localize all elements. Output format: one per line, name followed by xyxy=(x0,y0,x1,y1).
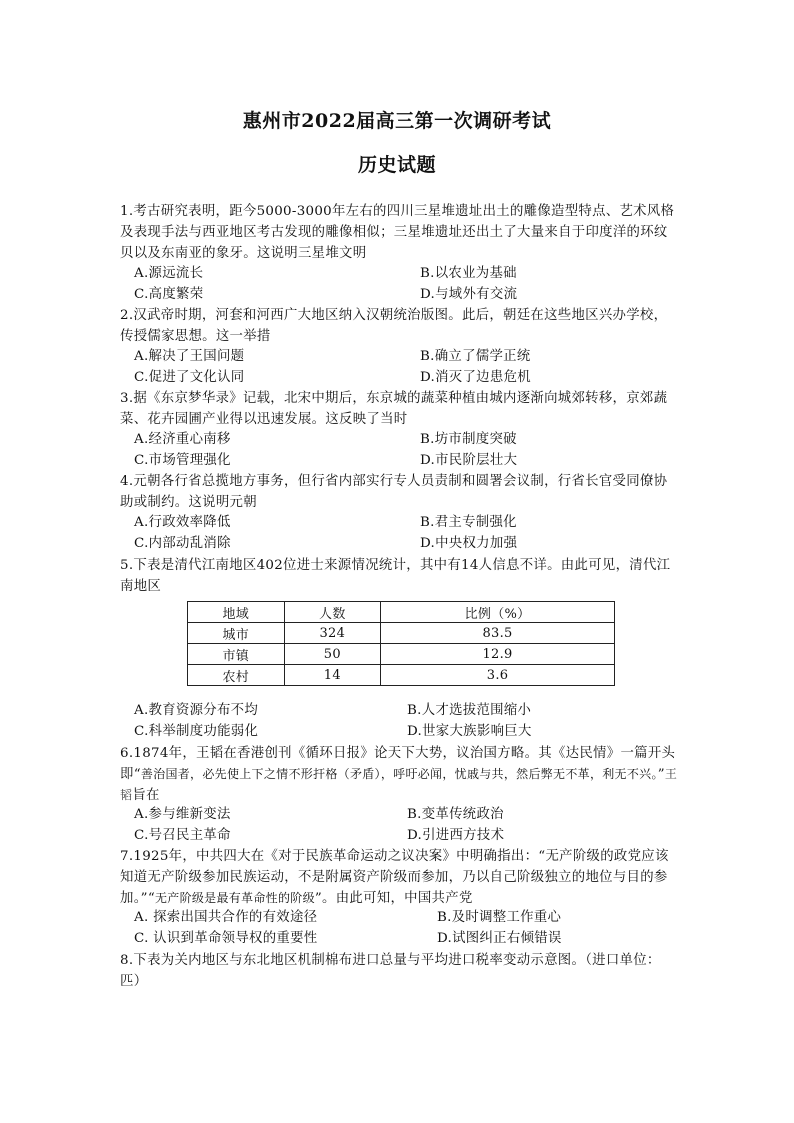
question-1-option-a: A.源远流长 xyxy=(134,266,204,281)
question-6-option-b: B.变革传统政治 xyxy=(407,807,504,822)
question-6-stem xyxy=(120,743,680,806)
table-cell: 50 xyxy=(284,644,381,665)
question-1-option-b: B.以农业为基础 xyxy=(420,266,517,281)
table-header-cell: 地域 xyxy=(188,602,285,623)
question-6-author: 王韬 xyxy=(120,767,678,802)
question-6-option-c: C.号召民主革命 xyxy=(134,828,231,843)
question-5-stem: 5.下表是清代江南地区402位进士来源情况统计，其中有14人信息不详。由此可见，清代江南地区 xyxy=(120,558,671,594)
question-7-ask: ”。由此可知，中国共产党 xyxy=(314,891,473,906)
question-1-stem: 1.考古研究表明，距今5000-3000年左右的四川三星堆遗址出土的雕像造型特点、艺术风格及表现手法与西亚地区考古发现的雕像相似；三星堆遗址还出土了大量来自于印度洋的环纹贝以及东南亚的象牙。这说明三星堆文明 xyxy=(120,204,675,261)
table-cell: 3.6 xyxy=(381,665,615,686)
table-cell: 83.5 xyxy=(381,623,615,644)
table-row xyxy=(188,623,615,644)
table-cell: 市镇 xyxy=(188,644,285,665)
question-7-option-b: B.及时调整工作重心 xyxy=(437,910,562,925)
question-7-option-a: A. 探索出国共合作的有效途径 xyxy=(134,910,318,925)
table-cell: 12.9 xyxy=(381,644,615,665)
question-2-option-a: A.解决了王国问题 xyxy=(134,349,245,364)
table-row xyxy=(188,665,615,686)
question-3-option-a: A.经济重心南移 xyxy=(134,432,231,447)
question-2-option-d: D.消灭了边患危机 xyxy=(420,370,531,385)
question-4-option-d: D.中央权力加强 xyxy=(420,536,518,551)
question-5-option-b: B.人才选拔范围缩小 xyxy=(407,703,532,718)
question-7-quote: 无产阶级是最有革命性的阶级 xyxy=(154,891,315,905)
question-3-option-d: D.市民阶层壮大 xyxy=(420,453,518,468)
question-4-option-b: B.君主专制强化 xyxy=(420,515,517,530)
question-1-option-c: C.高度繁荣 xyxy=(134,287,204,302)
question-7-option-c: C. 认识到革命领导权的重要性 xyxy=(134,931,318,946)
question-4-stem: 4.元朝各行省总揽地方事务，但行省内部实行专人员责制和圆署会议制，行省长官受同僚协助或制约。这说明元朝 xyxy=(120,474,668,510)
question-6-ask: 旨在 xyxy=(132,788,160,803)
question-7-intro: 7.1925年，中共四大在《对于民族革命运动之议决案》中明确指出：“无产阶级的政党应该知道无产阶级参加民族运动，不是附属资产阶级而参加，乃以自己阶级独立的地位与目的参加。”“ xyxy=(120,849,669,906)
question-2-option-b: B.确立了儒学正统 xyxy=(420,349,531,364)
question-2-stem: 2.汉武帝时期，河套和河西广大地区纳入汉朝统治版图。此后，朝廷在这些地区兴办学校，传授儒家思想。这一举措 xyxy=(120,308,668,344)
question-7-option-d: D.试图纠正右倾错误 xyxy=(437,931,562,946)
table-cell: 324 xyxy=(284,623,381,644)
question-2-option-c: C.促进了文化认同 xyxy=(134,370,245,385)
question-3-option-c: C.市场管理强化 xyxy=(134,453,231,468)
question-6-option-d: D.引进西方技术 xyxy=(407,828,505,843)
question-6-option-a: A.参与维新变法 xyxy=(134,807,231,822)
table-row xyxy=(188,644,615,665)
table-cell: 城市 xyxy=(188,623,285,644)
question-6-intro: 6.1874年，王韬在香港创刊《循环日报》论天下大势，议治国方略。其《达民情》一篇开头即“ xyxy=(120,746,676,782)
table-cell: 14 xyxy=(284,665,381,686)
table-header-cell: 比例（%） xyxy=(381,602,615,623)
table-header-row xyxy=(188,602,615,623)
question-5-option-c: C.科举制度功能弱化 xyxy=(134,724,259,739)
table-cell: 农村 xyxy=(188,665,285,686)
question-7-stem xyxy=(120,846,680,909)
question-4-option-a: A.行政效率降低 xyxy=(134,515,231,530)
question-5-option-a: A.教育资源分布不均 xyxy=(134,703,259,718)
question-4-option-c: C.内部动乱消除 xyxy=(134,536,231,551)
question-6-quote-close: ” xyxy=(657,767,665,782)
question-6-quote: 善治国者，必先使上下之情不形扞格（矛盾），呼吁必闻，忧戚与共，然后弊无不革，利无不兴。 xyxy=(140,767,658,781)
question-1-option-d: D.与域外有交流 xyxy=(420,287,518,302)
exam-title: 惠州市2022届高三第一次调研考试 xyxy=(242,110,552,132)
question-5-option-d: D.世家大族影响巨大 xyxy=(407,724,532,739)
question-3-option-b: B.坊市制度突破 xyxy=(420,432,517,447)
exam-subject: 历史试题 xyxy=(357,154,436,176)
jinshi-source-table xyxy=(187,601,615,686)
question-8-stem: 8.下表为关内地区与东北地区机制棉布进口总量与平均进口税率变动示意图。（进口单位：匹） xyxy=(120,953,661,989)
table-header-cell: 人数 xyxy=(284,602,381,623)
question-3-stem: 3.据《东京梦华录》记载，北宋中期后，东京城的蔬菜种植由城内逐渐向城郊转移，京郊蔬菜、花卉园圃产业得以迅速发展。这反映了当时 xyxy=(120,391,668,427)
